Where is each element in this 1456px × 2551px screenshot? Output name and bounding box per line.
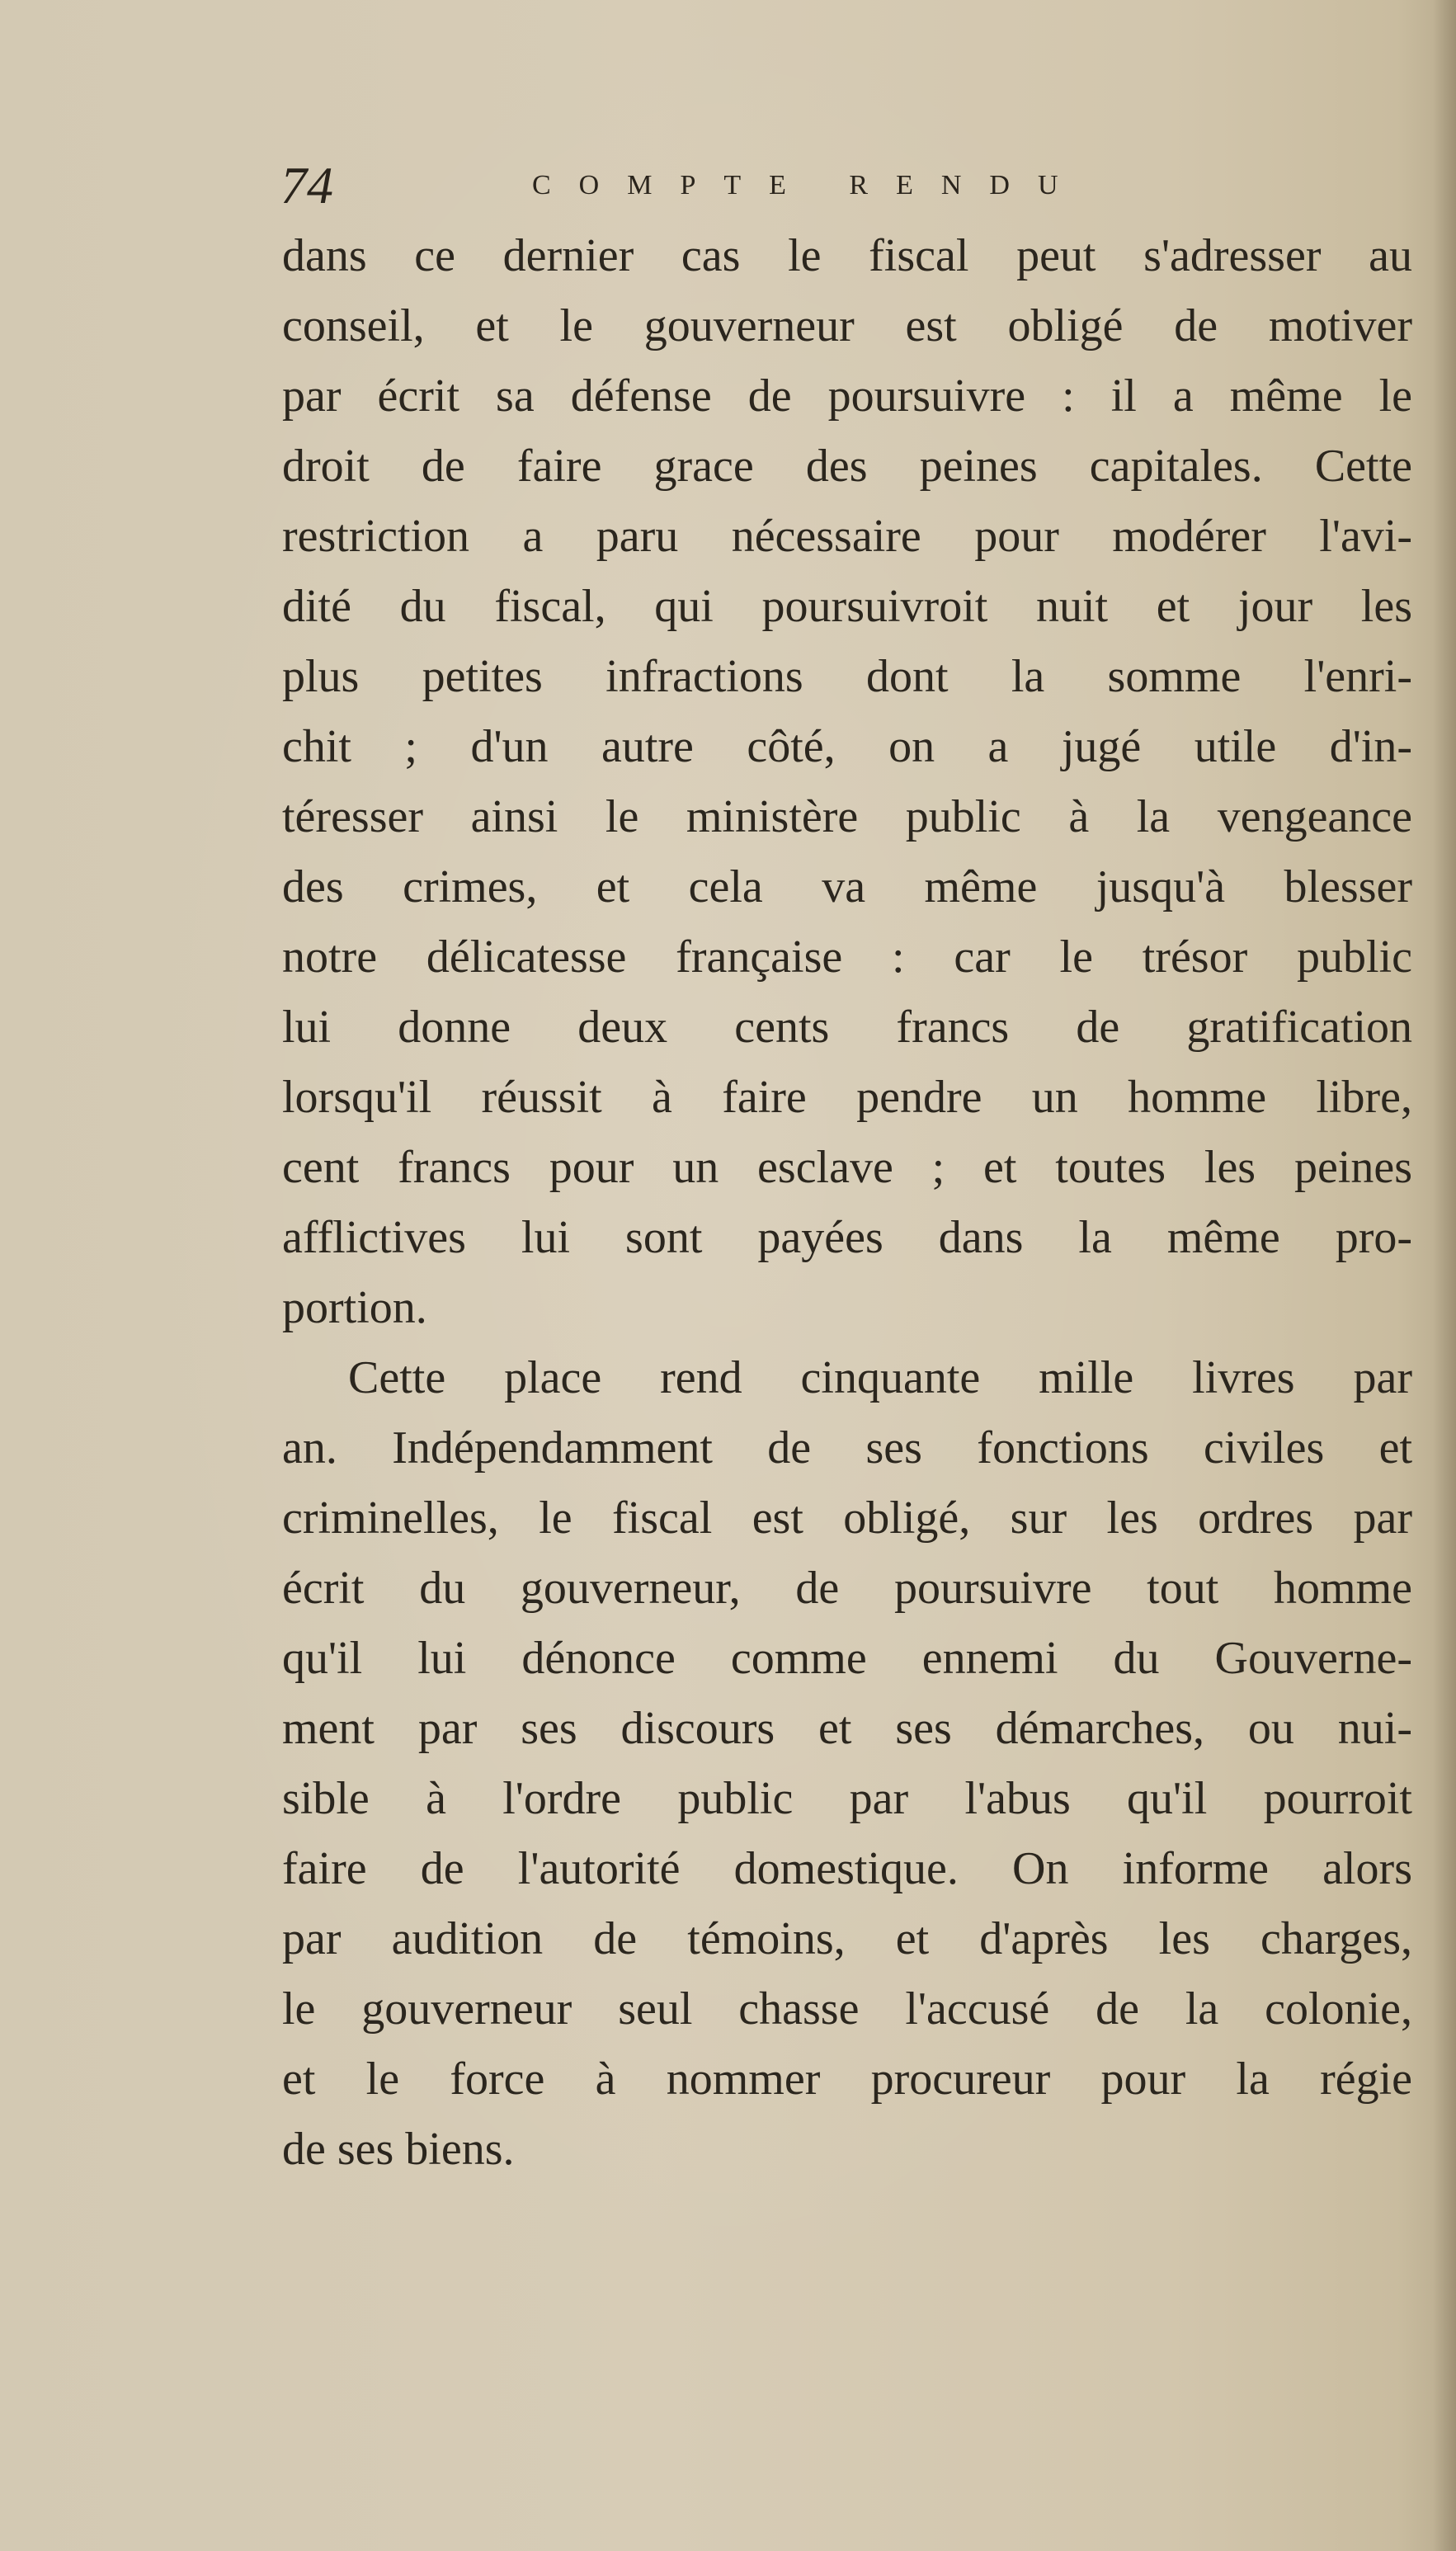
text-line: dité du fiscal, qui poursuivroit nuit et jour les	[282, 581, 1412, 632]
text-line: sible à l'ordre public par l'abus qu'il pourroit	[282, 1773, 1412, 1824]
text-line: lorsqu'il réussit à faire pendre un homme libre,	[282, 1072, 1412, 1123]
text-line: restriction a paru nécessaire pour modérer l'avi-	[282, 511, 1412, 562]
body-text	[282, 221, 1412, 2185]
page-number: 74	[280, 156, 333, 215]
text-line: droit de faire grace des peines capitales. Cette	[282, 441, 1412, 492]
text-line: faire de l'autorité domestique. On informe alors	[282, 1843, 1412, 1894]
page-edge-shadow	[1433, 0, 1456, 2551]
text-line: notre délicatesse française : car le trésor public	[282, 931, 1412, 983]
text-line: de ses biens.	[282, 2124, 515, 2175]
page-header	[280, 157, 1419, 215]
text-line: chit ; d'un autre côté, on a jugé utile d'in-	[282, 721, 1412, 772]
text-line: par écrit sa défense de poursuivre : il a même le	[282, 370, 1412, 422]
text-line: écrit du gouverneur, de poursuivre tout homme	[282, 1563, 1412, 1614]
text-line: et le force à nommer procureur pour la régie	[282, 2054, 1412, 2105]
text-line: Cette place rend cinquante mille livres par	[348, 1352, 1412, 1403]
text-line: qu'il lui dénonce comme ennemi du Gouverne-	[282, 1633, 1412, 1684]
text-line: conseil, et le gouverneur est obligé de motiver	[282, 300, 1412, 351]
text-line: le gouverneur seul chasse l'accusé de la colonie,	[282, 1983, 1412, 2035]
paragraph-2	[282, 1343, 1412, 2185]
text-line: par audition de témoins, et d'après les charges,	[282, 1913, 1412, 1964]
text-line: cent francs pour un esclave ; et toutes les peines	[282, 1142, 1412, 1193]
text-line: plus petites infractions dont la somme l'enri-	[282, 651, 1412, 702]
text-line: portion.	[282, 1282, 427, 1333]
text-line: afflictives lui sont payées dans la même pro-	[282, 1212, 1412, 1263]
text-line: an. Indépendamment de ses fonctions civiles et	[282, 1422, 1412, 1474]
text-line: des crimes, et cela va même jusqu'à blesser	[282, 861, 1412, 912]
text-line: criminelles, le fiscal est obligé, sur les ordres par	[282, 1492, 1412, 1544]
text-line: dans ce dernier cas le fiscal peut s'adresser au	[282, 230, 1412, 281]
text-line: téresser ainsi le ministère public à la vengeance	[282, 791, 1412, 842]
paragraph-1	[282, 221, 1412, 1343]
text-line: ment par ses discours et ses démarches, ou nui-	[282, 1703, 1412, 1754]
text-line: lui donne deux cents francs de gratification	[282, 1002, 1412, 1053]
running-head: COMPTE RENDU	[532, 170, 1086, 200]
